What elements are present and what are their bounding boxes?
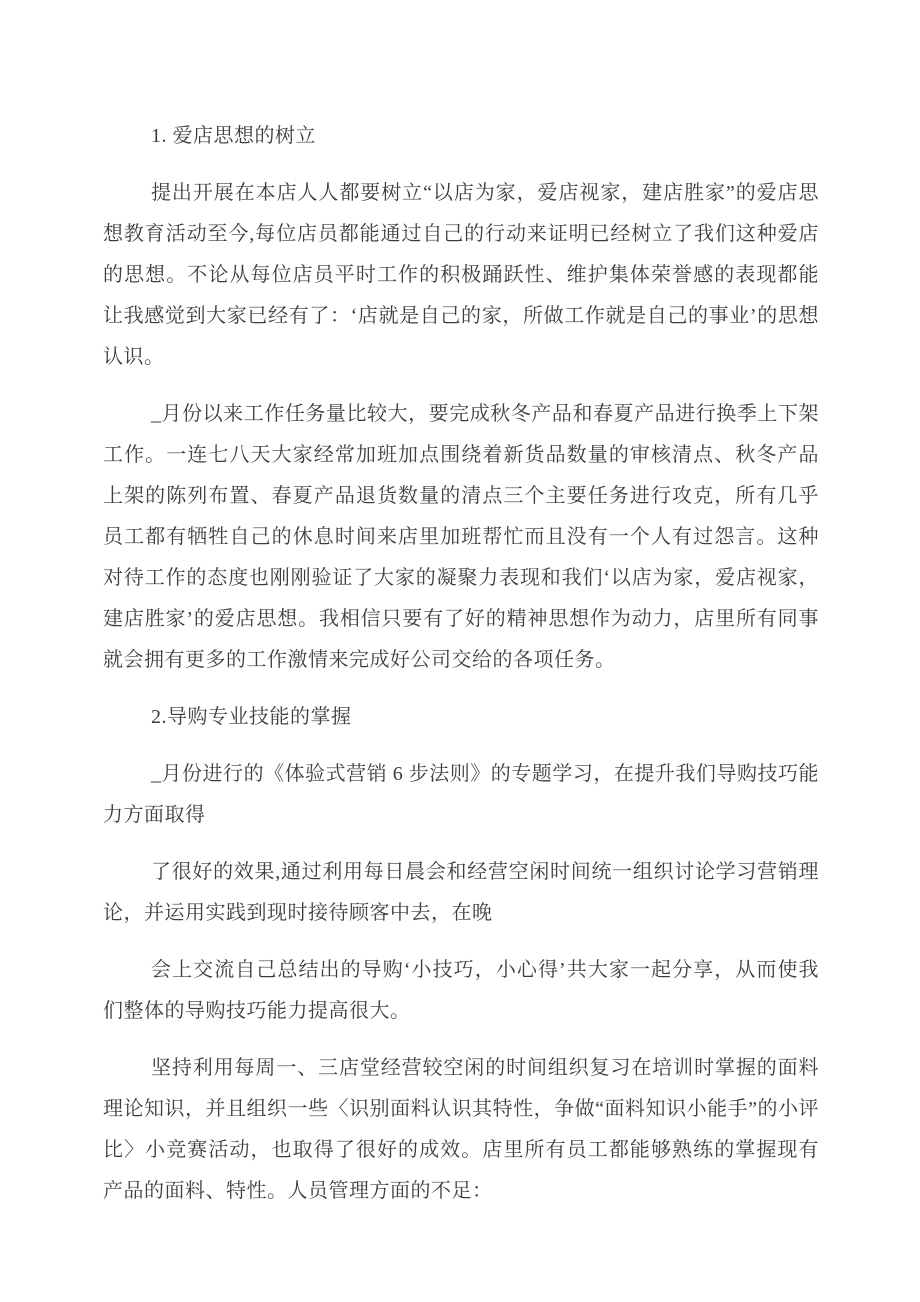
section-heading-2: 2.导购专业技能的掌握 xyxy=(151,706,352,728)
section-heading-1: 1. 爱店思想的树立 xyxy=(151,125,316,147)
body-paragraph-love-store-intro: 提出开展在本店人人都要树立“以店为家，爱店视家，建店胜家”的爱店思想教育活动至今,每位店员都能通过自己的行动来证明已经树立了我们这种爱店的思想。不论从每位店员平时工作的积极踊跃性、维护集体荣誉感的表现都能让我感觉到大家已经有了：‘店就是自己的家，所做工作就是自己的事业’的思想认识。 xyxy=(103,182,819,368)
body-paragraph-season-change-work: _月份以来工作任务量比较大，要完成秋冬产品和春夏产品进行换季上下架工作。一连七八天大家经常加班加点围绕着新货品数量的审核清点、秋冬产品上架的陈列布置、春夏产品退货数量的清点三个主要任务进行攻克，所有几乎员工都有牺牲自己的休息时间来店里加班帮忙而且没有一个人有过怨言。这种对待工作的态度也刚刚验证了大家的凝聚力表现和我们‘以店为家，爱店视家，建店胜家’的爱店思想。我相信只要有了好的精神思想作为动力，店里所有同事就会拥有更多的工作激情来完成好公司交给的各项任务。 xyxy=(103,403,819,671)
body-paragraph-fabric-knowledge: 坚持利用每周一、三店堂经营较空闲的时间组织复习在培训时掌握的面料理论知识，并且组织一些〈识别面料认识其特性，争做“面料知识小能手”的小评比〉小竞赛活动，也取得了很好的成效。店里所有员工都能够熟练的掌握现有产品的面料、特性。人员管理方面的不足： xyxy=(103,1057,819,1202)
body-paragraph-morning-meeting: 了很好的效果,通过利用每日晨会和经营空闲时间统一组织讨论学习营销理论，并运用实践到现时接待顾客中去，在晚 xyxy=(103,861,819,924)
body-paragraph-evening-sharing: 会上交流自己总结出的导购‘小技巧，小心得’共大家一起分享，从而使我们整体的导购技巧能力提高很大。 xyxy=(103,959,819,1022)
body-paragraph-marketing-study: _月份进行的《体验式营销 6 步法则》的专题学习，在提升我们导购技巧能力方面取得 xyxy=(103,763,819,826)
